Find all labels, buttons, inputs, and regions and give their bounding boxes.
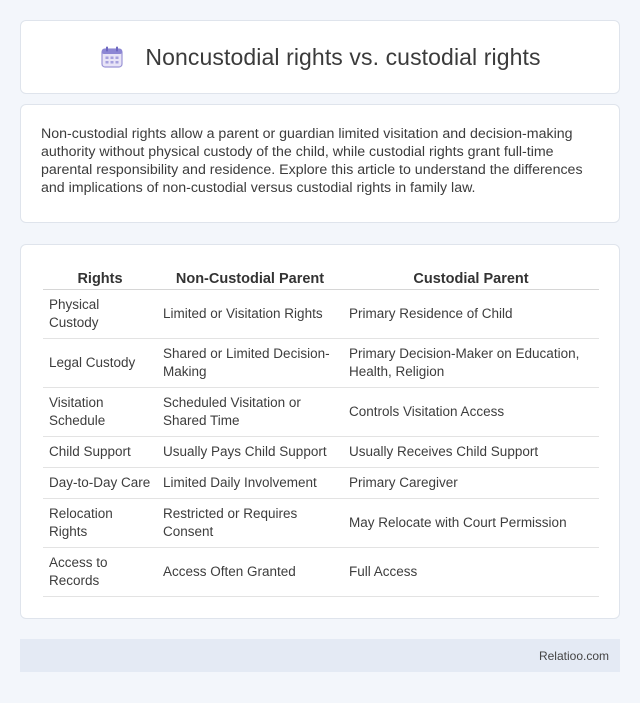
footer — [20, 639, 620, 672]
intro-text: Non-custodial rights allow a parent or guardian limited visitation and decision-making authority without physical custody of the child, while custodial rights grant full-time parental responsibility and residence. Explore this article to understand the differences and implications of non-custodial versus custodial rights in family law. — [41, 126, 583, 196]
custodial-cell: Primary Residence of Child — [343, 290, 599, 339]
row-label: Visitation Schedule — [43, 388, 157, 437]
row-label: Child Support — [43, 437, 157, 468]
non-custodial-cell: Usually Pays Child Support — [157, 437, 343, 468]
custodial-cell: May Relocate with Court Permission — [343, 499, 599, 548]
table-row — [43, 290, 599, 339]
non-custodial-cell: Limited Daily Involvement — [157, 468, 343, 499]
footer-brand[interactable]: Relatioo.com — [538, 648, 609, 663]
row-label: Access to Records — [43, 548, 157, 597]
table-row — [43, 499, 599, 548]
table-row — [43, 437, 599, 468]
custodial-cell: Full Access — [343, 548, 599, 597]
page-title: Noncustodial rights vs. custodial rights — [145, 43, 541, 70]
row-label: Relocation Rights — [43, 499, 157, 548]
table-card — [20, 244, 620, 619]
non-custodial-cell: Restricted or Requires Consent — [157, 499, 343, 548]
custodial-cell: Controls Visitation Access — [343, 388, 599, 437]
calendar-icon — [99, 44, 125, 70]
title-card — [20, 20, 620, 94]
row-label: Legal Custody — [43, 339, 157, 388]
custodial-cell: Usually Receives Child Support — [343, 437, 599, 468]
row-label: Day-to-Day Care — [43, 468, 157, 499]
non-custodial-cell: Shared or Limited Decision-Making — [157, 339, 343, 388]
custodial-cell: Primary Decision-Maker on Education, Health, Religion — [343, 339, 599, 388]
non-custodial-cell: Scheduled Visitation or Shared Time — [157, 388, 343, 437]
table-row — [43, 548, 599, 597]
column-header-non-custodial: Non-Custodial Parent — [157, 263, 343, 290]
table-row — [43, 388, 599, 437]
row-label: Physical Custody — [43, 290, 157, 339]
intro-card — [20, 104, 620, 223]
table-row — [43, 468, 599, 499]
title-wrap — [99, 44, 540, 71]
custodial-cell: Primary Caregiver — [343, 468, 599, 499]
column-header-custodial: Custodial Parent — [343, 263, 599, 290]
non-custodial-cell: Access Often Granted — [157, 548, 343, 597]
table-row — [43, 339, 599, 388]
table-header-row — [43, 263, 599, 290]
comparison-table — [43, 263, 599, 597]
non-custodial-cell: Limited or Visitation Rights — [157, 290, 343, 339]
column-header-rights: Rights — [43, 263, 157, 290]
